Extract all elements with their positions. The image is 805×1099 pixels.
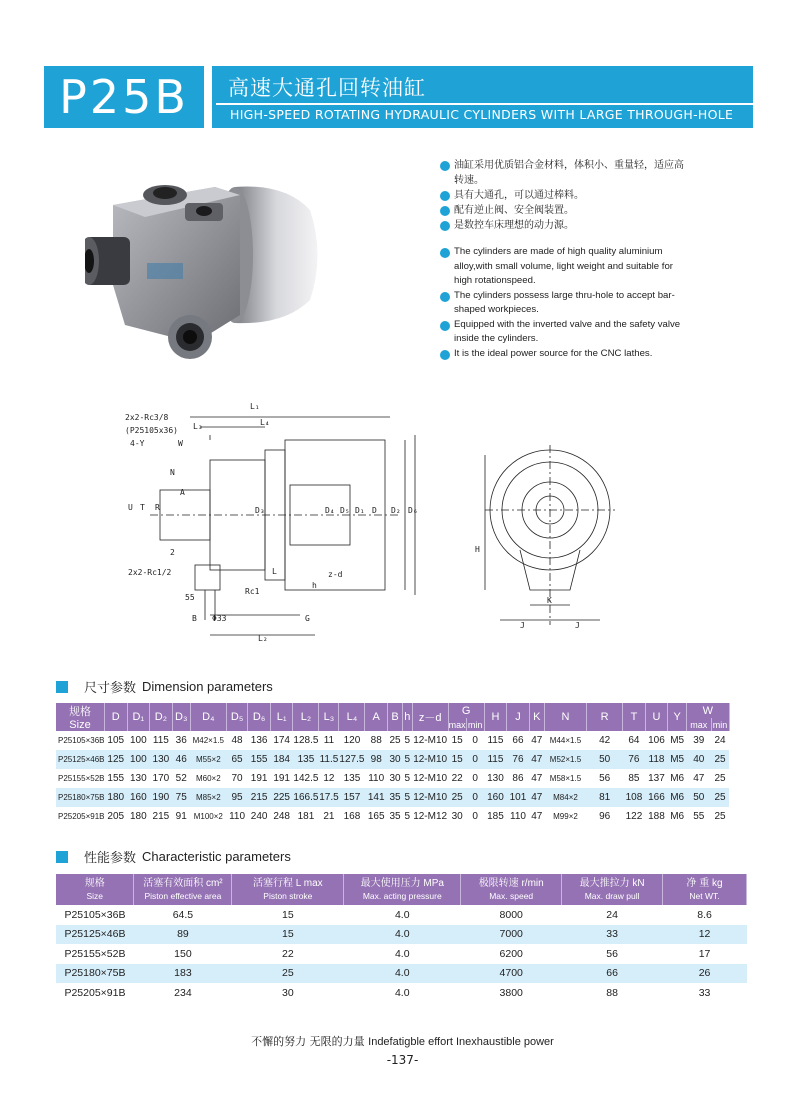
table-cell: 17 — [663, 944, 747, 964]
col-header: D₁ — [127, 703, 150, 731]
col-header: G — [448, 703, 484, 718]
table-cell: 0 — [466, 731, 484, 750]
table-cell: 12-M10 — [412, 750, 448, 769]
table-cell: 86 — [507, 769, 530, 788]
col-header: H — [484, 703, 507, 731]
table-cell: 33 — [663, 983, 747, 1003]
col-header: 活塞有效面积 cm² Piston effective area — [134, 874, 232, 905]
table-cell: 25 — [711, 769, 729, 788]
table-cell: 35 — [387, 807, 402, 826]
table-cell: 185 — [484, 807, 507, 826]
table-cell: 25 — [387, 731, 402, 750]
label-d1: D₁ — [355, 506, 365, 515]
table-cell: 130 — [127, 769, 150, 788]
table-cell: 180 — [105, 788, 128, 807]
table-cell: 15 — [448, 731, 466, 750]
table-cell: 5 — [403, 788, 413, 807]
table-cell: 188 — [645, 807, 668, 826]
model-badge: P25B — [44, 66, 204, 128]
table-cell: 12-M10 — [412, 731, 448, 750]
table-cell: 40 — [687, 750, 711, 769]
table-cell: 11.5 — [319, 750, 339, 769]
footer-motto: 不懈的努力 无限的力量 Indefatigble effort Inexhaustible power — [251, 1035, 554, 1048]
table-cell: P25155×52B — [56, 769, 105, 788]
table-cell: 160 — [127, 788, 150, 807]
table-cell: 85 — [623, 769, 646, 788]
label-g: G — [305, 614, 310, 623]
col-header: D₄ — [190, 703, 226, 731]
col-header: 极限转速 r/min Max. speed — [461, 874, 562, 905]
table-cell: 122 — [623, 807, 646, 826]
table-cell: 115 — [150, 731, 173, 750]
table-cell: 4.0 — [344, 944, 461, 964]
page-number: -137- — [386, 1053, 419, 1067]
label-rc38: 2x2-Rc3/8 — [125, 413, 169, 422]
table-cell: 100 — [127, 750, 150, 769]
size-header: 规格 Size — [56, 703, 105, 731]
table-cell: 180 — [127, 807, 150, 826]
feature-cn-item: 具有大通孔，可以通过棒料。 — [440, 188, 690, 203]
table-cell: 0 — [466, 788, 484, 807]
table-cell: 25 — [711, 788, 729, 807]
table-cell: M55×2 — [190, 750, 226, 769]
table-cell: M60×2 — [190, 769, 226, 788]
table-cell: 191 — [270, 769, 293, 788]
col-header: L₁ — [270, 703, 293, 731]
table-cell: 12 — [663, 925, 747, 945]
table-cell: 22 — [232, 944, 344, 964]
col-header: 最大使用压力 MPa Max. acting pressure — [344, 874, 461, 905]
title-en: HIGH-SPEED ROTATING HYDRAULIC CYLINDERS WITH LARGE THROUGH-HOLE — [230, 107, 734, 122]
table-cell: 47 — [529, 807, 544, 826]
section-square-icon — [56, 851, 68, 863]
table-cell: 8000 — [461, 905, 562, 925]
table-cell: 4.0 — [344, 964, 461, 984]
label-w: W — [178, 439, 183, 448]
dimension-section-title: 尺寸参数 Dimension parameters — [56, 677, 273, 696]
table-cell: M6 — [668, 788, 687, 807]
table-cell: 5 — [403, 750, 413, 769]
label-p25105: (P25105x36) — [125, 426, 178, 435]
table-row — [56, 769, 747, 788]
bullet-icon — [440, 221, 450, 231]
table-cell: 4.0 — [344, 925, 461, 945]
table-cell: 0 — [466, 750, 484, 769]
label-55: 55 — [185, 593, 195, 602]
table-cell: 100 — [127, 731, 150, 750]
table-cell: 120 — [339, 731, 365, 750]
col-header: R — [587, 703, 623, 731]
col-header: D₅ — [226, 703, 248, 731]
dim-l3: L₃ — [193, 422, 203, 431]
table-cell: 35 — [387, 788, 402, 807]
label-t: T — [140, 503, 145, 512]
characteristic-section-title: 性能参数 Characteristic parameters — [56, 847, 291, 866]
table-cell: 190 — [150, 788, 173, 807]
table-row — [56, 807, 747, 826]
table-cell: 234 — [134, 983, 232, 1003]
table-cell: 15 — [232, 925, 344, 945]
table-cell: 26 — [663, 964, 747, 984]
dim-l2: L₂ — [258, 634, 268, 643]
table-cell: 64 — [623, 731, 646, 750]
table-cell: M99×2 — [544, 807, 586, 826]
label-d6: D₆ — [408, 506, 418, 515]
table-cell: 4700 — [461, 964, 562, 984]
col-header: U — [645, 703, 668, 731]
bullet-icon — [440, 206, 450, 216]
table-cell: 225 — [270, 788, 293, 807]
table-cell: M52×1.5 — [544, 750, 586, 769]
table-cell: 248 — [270, 807, 293, 826]
table-cell: 47 — [529, 731, 544, 750]
title-cn: 高速大通孔回转油缸 — [228, 76, 426, 100]
table-cell: 47 — [529, 769, 544, 788]
label-k: K — [547, 596, 552, 605]
col-header: h — [403, 703, 413, 731]
table-cell: 76 — [507, 750, 530, 769]
table-cell: 166 — [645, 788, 668, 807]
table-cell: 88 — [365, 731, 388, 750]
bullet-icon — [440, 321, 450, 331]
table-cell: 191 — [248, 769, 271, 788]
label-l: L — [272, 567, 277, 576]
product-photo — [85, 165, 345, 390]
col-header: 最大推拉力 kN Max. draw pull — [562, 874, 663, 905]
table-cell: 130 — [150, 750, 173, 769]
table-row — [56, 983, 747, 1003]
col-header: Y — [668, 703, 687, 731]
table-cell: M100×2 — [190, 807, 226, 826]
col-header: K — [529, 703, 544, 731]
table-cell: M5 — [668, 731, 687, 750]
characteristic-table — [56, 874, 747, 1003]
table-cell: 46 — [172, 750, 190, 769]
table-cell: 15 — [448, 750, 466, 769]
table-cell: 7000 — [461, 925, 562, 945]
col-header: W — [687, 703, 729, 718]
table-cell: 39 — [687, 731, 711, 750]
table-cell: 12-M10 — [412, 788, 448, 807]
sub-header: min — [467, 719, 483, 730]
table-cell: 136 — [248, 731, 271, 750]
sub-header: max — [687, 718, 711, 731]
label-b: B — [192, 614, 197, 623]
table-cell: P25205×91B — [56, 983, 134, 1003]
col-header: 规格 Size — [56, 874, 134, 905]
table-cell: 96 — [587, 807, 623, 826]
table-cell: 75 — [172, 788, 190, 807]
table-cell: 24 — [711, 731, 729, 750]
table-cell: M6 — [668, 769, 687, 788]
feature-en-item: The cylinders are made of high quality aluminium alloy,with small volume, light weight and suitable for high rotationspeed. — [440, 245, 690, 289]
table-cell: 5 — [403, 807, 413, 826]
table-cell: 56 — [587, 769, 623, 788]
table-cell: 205 — [105, 807, 128, 826]
table-cell: 4.0 — [344, 905, 461, 925]
table-cell: 150 — [134, 944, 232, 964]
table-cell: 240 — [248, 807, 271, 826]
col-header: D — [105, 703, 128, 731]
technical-drawing — [100, 395, 620, 645]
table-cell: 33 — [562, 925, 663, 945]
table-cell: 30 — [448, 807, 466, 826]
table-cell: 12 — [319, 769, 339, 788]
table-cell: 183 — [134, 964, 232, 984]
table-cell: 127.5 — [339, 750, 365, 769]
table-cell: 181 — [293, 807, 319, 826]
table-cell: 50 — [687, 788, 711, 807]
feature-en-item: Equipped with the inverted valve and the safety valve inside the cylinders. — [440, 318, 690, 347]
table-cell: 6200 — [461, 944, 562, 964]
bullet-icon — [440, 161, 450, 171]
dim-l4: L₄ — [260, 418, 270, 427]
label-rc1: Rc1 — [245, 587, 260, 596]
table-cell: 115 — [484, 731, 507, 750]
label-r: R — [155, 503, 160, 512]
table-cell: 12-M12 — [412, 807, 448, 826]
table-cell: 30 — [232, 983, 344, 1003]
sub-header: max — [448, 719, 466, 730]
feature-list — [440, 158, 690, 361]
table-row — [56, 925, 747, 945]
table-cell: 25 — [448, 788, 466, 807]
table-cell: 128.5 — [293, 731, 319, 750]
table-cell: 174 — [270, 731, 293, 750]
col-header: L₄ — [339, 703, 365, 731]
table-cell: 108 — [623, 788, 646, 807]
table-cell: 0 — [466, 769, 484, 788]
label-h: h — [312, 581, 317, 590]
table-cell: 56 — [562, 944, 663, 964]
table-cell: 184 — [270, 750, 293, 769]
table-cell: M42×1.5 — [190, 731, 226, 750]
table-cell: 89 — [134, 925, 232, 945]
table-cell: 98 — [365, 750, 388, 769]
table-cell: 50 — [587, 750, 623, 769]
table-row — [56, 750, 747, 769]
table-cell: 36 — [172, 731, 190, 750]
table-cell: 95 — [226, 788, 248, 807]
table-cell: 137 — [645, 769, 668, 788]
col-header: L₂ — [293, 703, 319, 731]
section-square-icon — [56, 681, 68, 693]
feature-cn-item: 配有逆止阀、安全阀装置。 — [440, 203, 690, 218]
table-cell: 165 — [365, 807, 388, 826]
table-cell: 76 — [623, 750, 646, 769]
bullet-icon — [440, 191, 450, 201]
feature-cn-item: 是数控车床理想的动力源。 — [440, 218, 690, 233]
table-cell: 160 — [484, 788, 507, 807]
table-cell: 55 — [687, 807, 711, 826]
table-cell: 5 — [403, 731, 413, 750]
table-cell: 142.5 — [293, 769, 319, 788]
table-cell: 118 — [645, 750, 668, 769]
table-cell: 4.0 — [344, 983, 461, 1003]
table-cell: P25155×52B — [56, 944, 134, 964]
table-cell: 157 — [339, 788, 365, 807]
table-cell: 8.6 — [663, 905, 747, 925]
label-d4: D₄ — [325, 506, 335, 515]
table-cell: P25105×36B — [56, 731, 105, 750]
table-cell: 11 — [319, 731, 339, 750]
bullet-icon — [440, 350, 450, 360]
label-d33: Φ33 — [212, 614, 227, 623]
table-cell: 135 — [293, 750, 319, 769]
table-cell: 215 — [150, 807, 173, 826]
table-cell: 52 — [172, 769, 190, 788]
table-cell: 141 — [365, 788, 388, 807]
bullet-icon — [440, 292, 450, 302]
table-cell: 25 — [711, 750, 729, 769]
feature-cn-item: 油缸采用优质铝合金材料，体积小、重量轻，适应高转速。 — [440, 158, 690, 188]
label-j1: J — [520, 621, 525, 630]
table-cell: 81 — [587, 788, 623, 807]
col-header: L₃ — [319, 703, 339, 731]
label-a: A — [180, 488, 185, 497]
dim-l1: L₁ — [250, 402, 260, 411]
col-header: T — [623, 703, 646, 731]
label-d5: D₅ — [340, 506, 350, 515]
table-cell: 110 — [507, 807, 530, 826]
table-cell: 135 — [339, 769, 365, 788]
bullet-icon — [440, 248, 450, 258]
col-header: J — [507, 703, 530, 731]
col-header: 活塞行程 L max Piston stroke — [232, 874, 344, 905]
table-cell: 66 — [562, 964, 663, 984]
table-cell: P25105×36B — [56, 905, 134, 925]
title-divider — [216, 103, 753, 105]
table-cell: P25180×75B — [56, 788, 105, 807]
table-cell: 0 — [466, 807, 484, 826]
table-cell: 64.5 — [134, 905, 232, 925]
col-header: D₂ — [150, 703, 173, 731]
sub-header: min — [712, 719, 728, 730]
col-header: D₃ — [172, 703, 190, 731]
label-n: N — [170, 468, 175, 477]
table-cell: 22 — [448, 769, 466, 788]
table-cell: M84×2 — [544, 788, 586, 807]
table-cell: M6 — [668, 807, 687, 826]
label-d3: D₃ — [255, 506, 265, 515]
table-cell: 48 — [226, 731, 248, 750]
feature-en-item: The cylinders possess large thru-hole to accept bar-shaped workpieces. — [440, 289, 690, 318]
header-title-bar — [212, 66, 753, 128]
table-cell: 47 — [529, 788, 544, 807]
table-cell: 130 — [484, 769, 507, 788]
col-header: z－d — [412, 703, 448, 731]
table-cell: P25125×46B — [56, 750, 105, 769]
table-cell: 25 — [232, 964, 344, 984]
table-cell: 125 — [105, 750, 128, 769]
col-header: B — [387, 703, 402, 731]
col-header: N — [544, 703, 586, 731]
table-cell: P25180×75B — [56, 964, 134, 984]
table-cell: 106 — [645, 731, 668, 750]
label-zd: z-d — [328, 570, 343, 579]
table-cell: 30 — [387, 769, 402, 788]
table-cell: 170 — [150, 769, 173, 788]
table-cell: M44×1.5 — [544, 731, 586, 750]
table-cell: 17.5 — [319, 788, 339, 807]
label-j2: J — [575, 621, 580, 630]
table-cell: 47 — [687, 769, 711, 788]
col-header: 净 重 kg Net WT. — [663, 874, 747, 905]
table-cell: 155 — [248, 750, 271, 769]
table-row — [56, 731, 747, 750]
table-row — [56, 944, 747, 964]
table-cell: 101 — [507, 788, 530, 807]
table-cell: 88 — [562, 983, 663, 1003]
label-d: D — [372, 506, 377, 515]
col-header: D₆ — [248, 703, 271, 731]
table-cell: P25125×46B — [56, 925, 134, 945]
table-cell: M58×1.5 — [544, 769, 586, 788]
table-cell: 110 — [226, 807, 248, 826]
table-cell: 166.5 — [293, 788, 319, 807]
feature-en-item: It is the ideal power source for the CNC lathes. — [440, 347, 690, 362]
table-row — [56, 788, 747, 807]
table-cell: 12-M10 — [412, 769, 448, 788]
dimension-table — [56, 703, 747, 826]
table-cell: P25205×91B — [56, 807, 105, 826]
table-cell: 105 — [105, 731, 128, 750]
table-row — [56, 964, 747, 984]
table-cell: 5 — [403, 769, 413, 788]
table-cell: 24 — [562, 905, 663, 925]
table-cell: 70 — [226, 769, 248, 788]
label-2: 2 — [170, 548, 175, 557]
table-cell: 155 — [105, 769, 128, 788]
table-cell: 91 — [172, 807, 190, 826]
table-cell: 47 — [529, 750, 544, 769]
table-cell: 25 — [711, 807, 729, 826]
table-cell: 66 — [507, 731, 530, 750]
table-row — [56, 905, 747, 925]
label-hh: H — [475, 545, 480, 554]
table-cell: 15 — [232, 905, 344, 925]
table-cell: M85×2 — [190, 788, 226, 807]
table-cell: 115 — [484, 750, 507, 769]
label-d2: D₂ — [391, 506, 401, 515]
table-cell: 42 — [587, 731, 623, 750]
table-cell: 65 — [226, 750, 248, 769]
table-cell: 215 — [248, 788, 271, 807]
label-u: U — [128, 503, 133, 512]
table-cell: 110 — [365, 769, 388, 788]
table-cell: 30 — [387, 750, 402, 769]
label-4y: 4-Y — [130, 439, 145, 448]
table-cell: 3800 — [461, 983, 562, 1003]
table-cell: 168 — [339, 807, 365, 826]
col-header: A — [365, 703, 388, 731]
table-cell: 21 — [319, 807, 339, 826]
table-cell: M5 — [668, 750, 687, 769]
label-rc12: 2x2-Rc1/2 — [128, 568, 172, 577]
